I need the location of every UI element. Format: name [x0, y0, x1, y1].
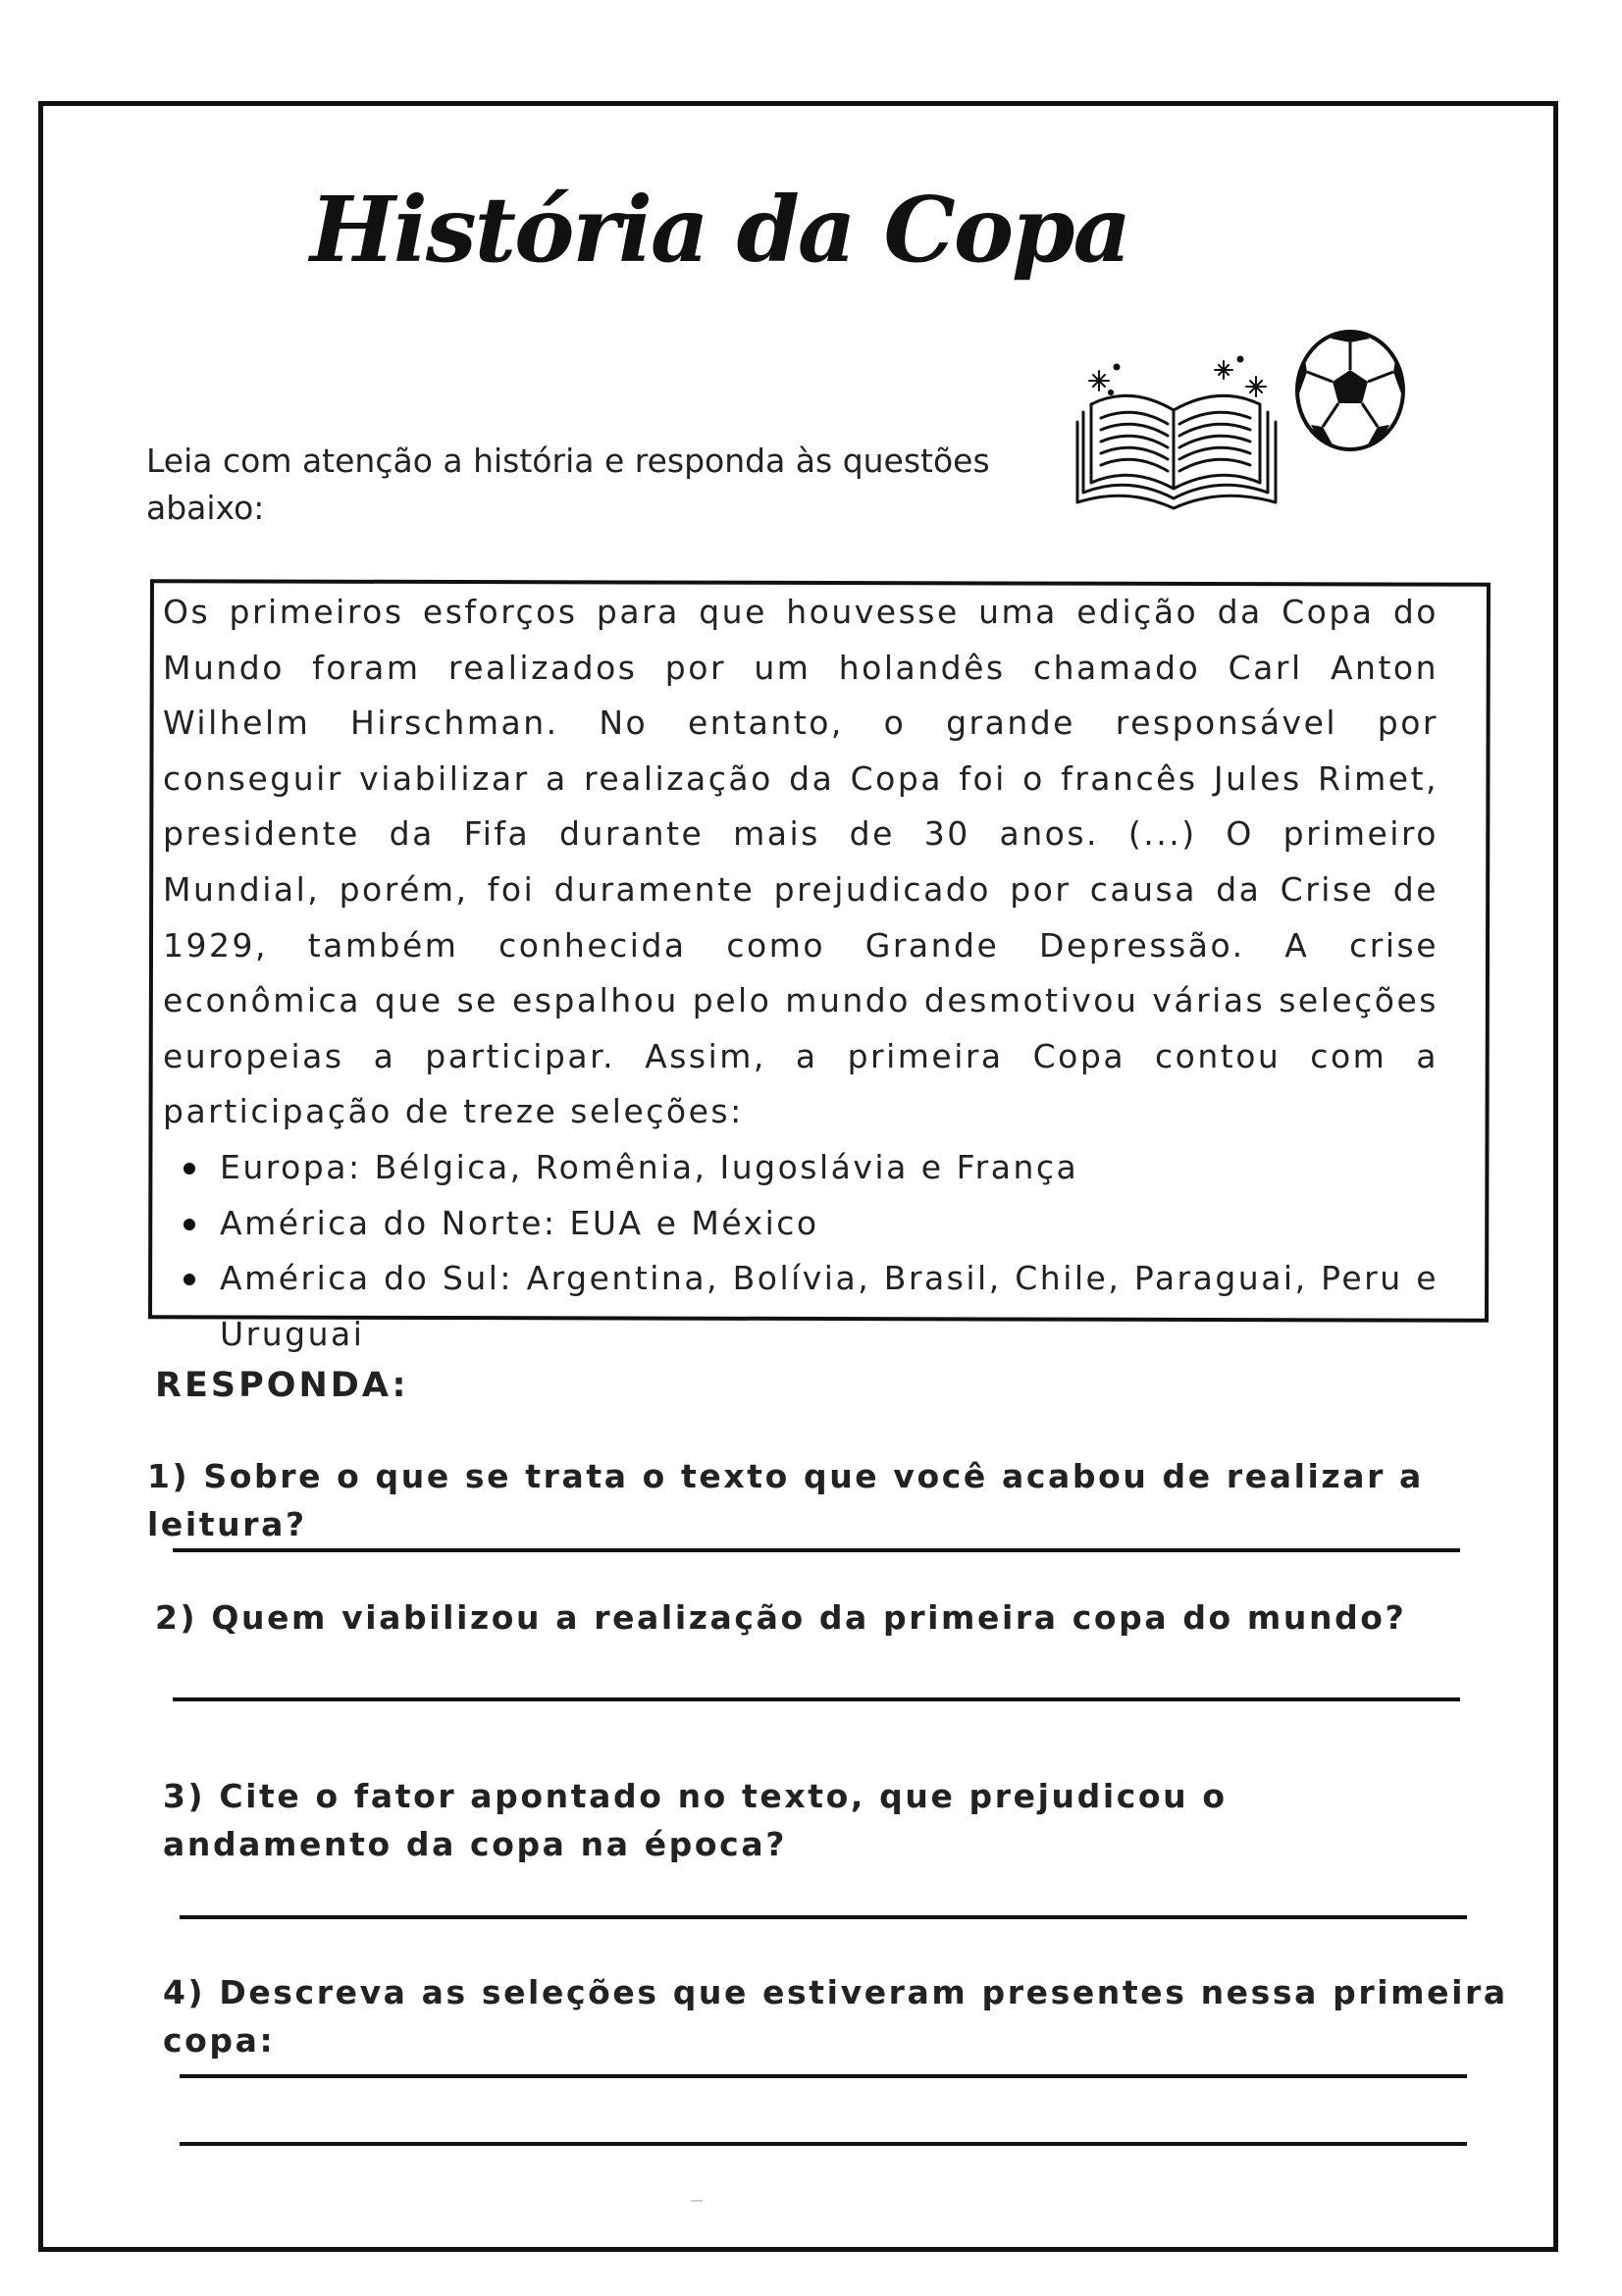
- question-4: 4) Descreva as seleções que estiveram presentes nessa primeira copa:: [163, 1973, 1508, 2060]
- open-book-icon: [1072, 353, 1282, 510]
- list-item: América do Norte: EUA e México: [163, 1196, 1439, 1252]
- question-2: 2) Quem viabilizou a realização da primeira copa do mundo?: [155, 1598, 1407, 1637]
- instructions-text: Leia com atenção a história e responda às questões abaixo:: [146, 442, 990, 527]
- reading-paragraph: Os primeiros esforços para que houvesse uma edição da Copa do Mundo foram realizados por um holandês chamado Carl Anton Wilhelm Hirschman. No entanto, o grande responsável por conseguir viabilizar a realização da Copa foi o francês Jules Rimet, presidente da Fifa durante mais de 30 anos. (...) O primeiro Mundial, porém, foi duramente prejudicado por causa da Crise de 1929, também conhecida como Grande Depressão. A crise econômica que se espalhou pelo mundo desmotivou várias seleções europeias a participar. Assim, a primeira Copa contou com a participação de treze seleções:: [163, 593, 1439, 1131]
- answer-line-3[interactable]: [180, 1915, 1467, 1919]
- list-item: América do Sul: Argentina, Bolívia, Brasil, Chile, Paraguai, Peru e Uruguai: [163, 1251, 1439, 1362]
- answer-line-2[interactable]: [173, 1697, 1460, 1701]
- list-item: Europa: Bélgica, Romênia, Iugoslávia e França: [163, 1140, 1439, 1196]
- answer-line-4a[interactable]: [180, 2074, 1467, 2078]
- teams-list: [163, 1140, 1439, 1362]
- soccer-ball-icon: [1293, 327, 1407, 454]
- page-title: História da Copa: [310, 177, 1130, 283]
- bullet-icon: [183, 1274, 195, 1285]
- question-1: 1) Sobre o que se trata o texto que você acabou de realizar a leitura?: [147, 1457, 1424, 1543]
- bullet-icon: [183, 1163, 195, 1174]
- answer-line-1[interactable]: [173, 1548, 1460, 1552]
- question-3: 3) Cite o fator apontado no texto, que prejudicou o andamento da copa na época?: [163, 1777, 1228, 1863]
- answer-line-4b[interactable]: [180, 2142, 1467, 2146]
- bullet-icon: [183, 1219, 195, 1230]
- respond-heading: RESPONDA:: [155, 1366, 409, 1405]
- reading-text: [163, 585, 1439, 1362]
- footer-mark: [691, 2200, 703, 2202]
